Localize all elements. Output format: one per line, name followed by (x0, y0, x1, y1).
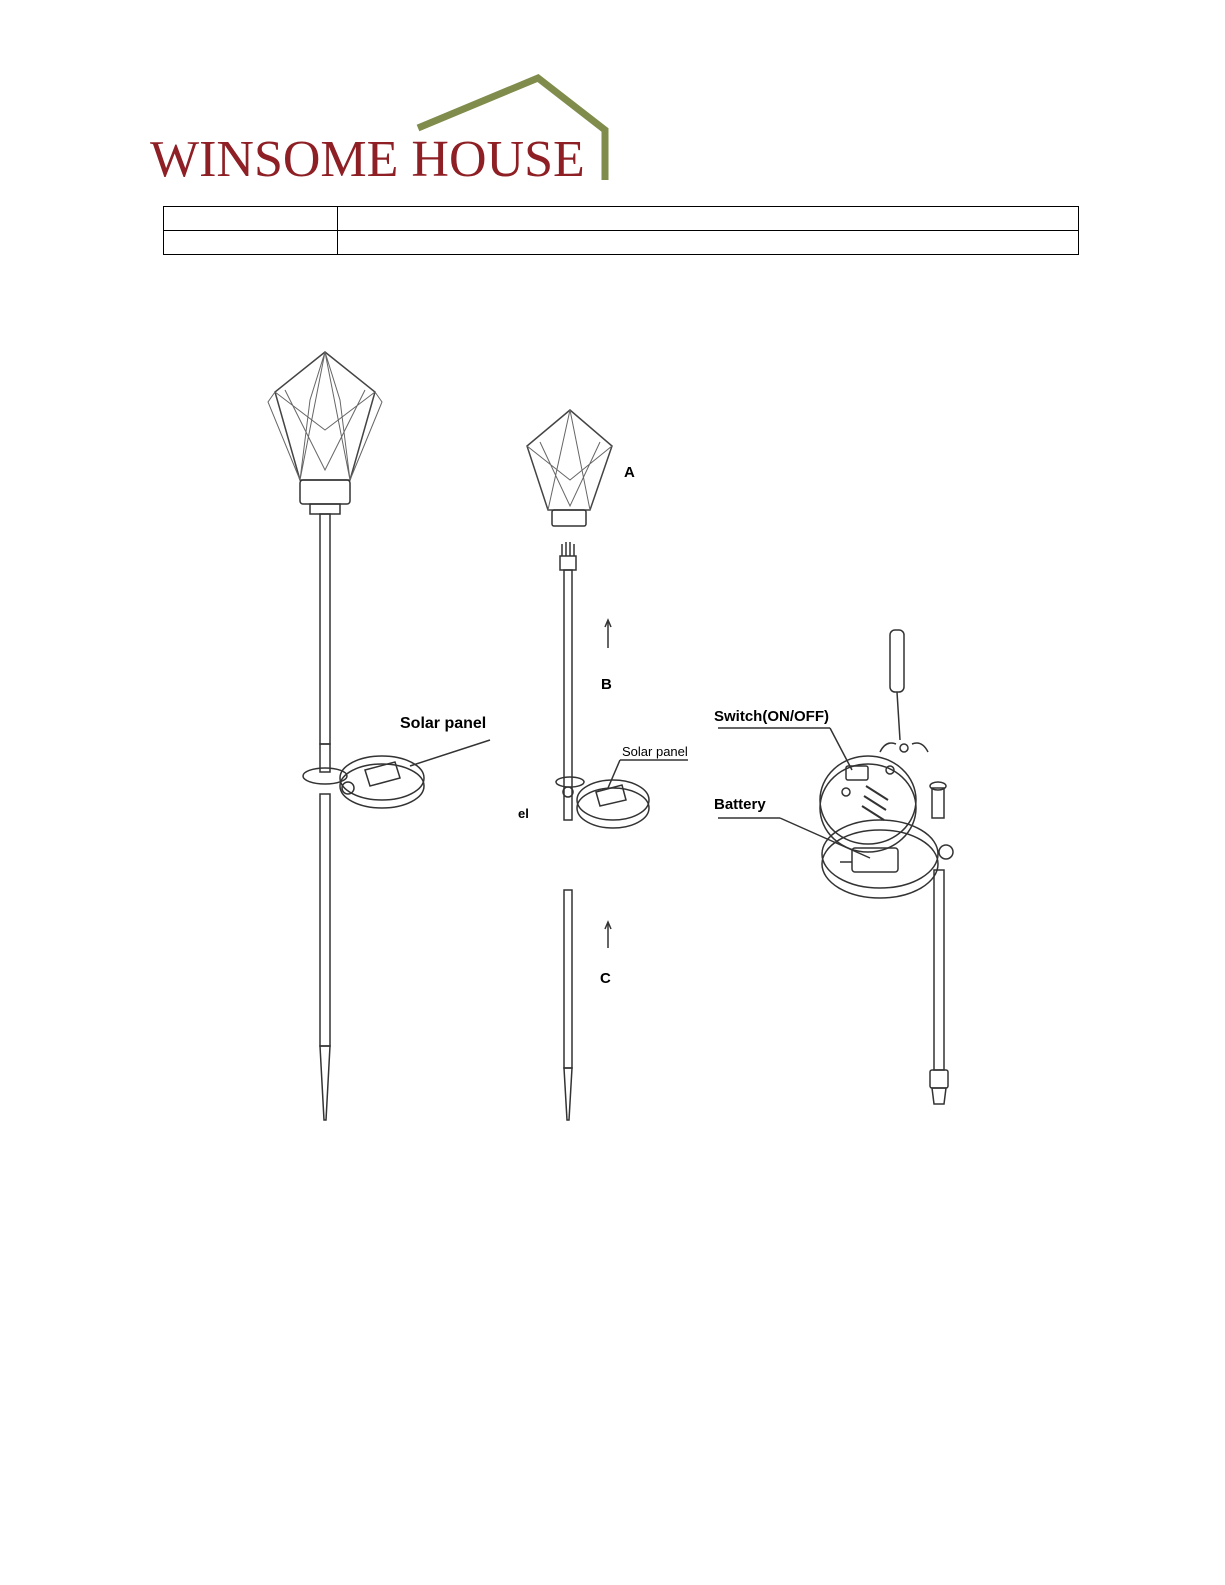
solar-panel-label: Solar panel (400, 715, 487, 732)
assembled-lamp (268, 352, 490, 1120)
brand-name: WINSOME HOUSE (150, 131, 585, 188)
cut-text-fragment: el (518, 806, 529, 821)
part-c-label: C (600, 970, 611, 987)
brand-logo (150, 70, 620, 190)
table-cell-value (338, 207, 1079, 231)
assembly-illustration (240, 330, 1000, 1130)
part-a-label: A (624, 464, 635, 481)
switch-label: Switch(ON/OFF) (714, 708, 829, 725)
solar-panel-label-small: Solar panel (622, 744, 688, 759)
exploded-lamp (527, 410, 688, 1120)
table-cell-label (164, 207, 338, 231)
battery-detail (718, 630, 953, 1104)
assembly-diagram (240, 330, 1000, 1130)
info-table (163, 206, 1079, 255)
battery-label: Battery (714, 796, 766, 813)
table-row (164, 231, 1079, 255)
part-b-label: B (601, 676, 612, 693)
table-cell-label (164, 231, 338, 255)
table-row (164, 207, 1079, 231)
table-cell-value (338, 231, 1079, 255)
